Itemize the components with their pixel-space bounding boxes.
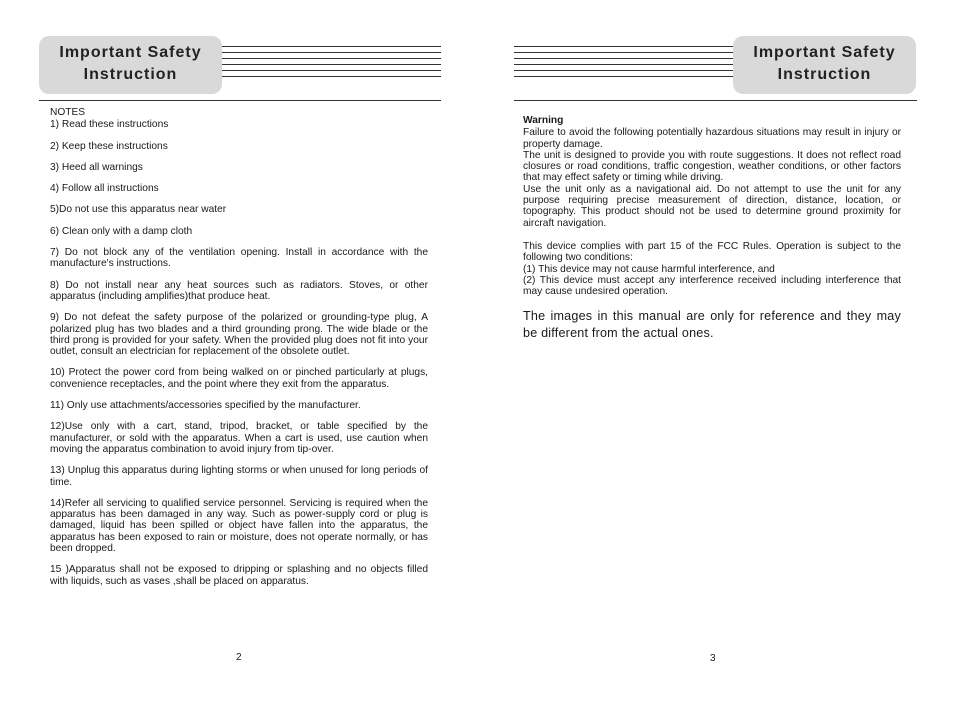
page-number: 3: [710, 653, 716, 664]
decorative-rules: [222, 46, 441, 82]
fcc-paragraph: (2) This device must accept any interference received including interference that may cause undesired operation.: [523, 274, 901, 298]
warning-section: [523, 115, 901, 341]
list-item: 15 )Apparatus shall not be exposed to dripping or splashing and no objects filled with liquids, such as vases ,shall be placed on apparatus.: [50, 564, 428, 587]
list-item: 9) Do not defeat the safety purpose of the polarized or grounding-type plug, A polarized plug has two blades and a third grounding prong. The wide blade or the third prong is provided for your safety. When the provided plug does not fit into your outlet, consult an electrician for replacement of the obsolete outlet.: [50, 312, 428, 358]
images-reference-note: The images in this manual are only for reference and they may be different from the actual ones.: [523, 309, 901, 340]
list-item: 5)Do not use this apparatus near water: [50, 204, 227, 216]
section-title-tab: [39, 36, 222, 94]
list-item: 11) Only use attachments/accessories specified by the manufacturer.: [50, 400, 361, 412]
list-item: 13) Unplug this apparatus during lighting storms or when unused for long periods of time.: [50, 465, 428, 488]
header-divider: [514, 100, 917, 101]
section-title-tab: [733, 36, 916, 94]
list-item: 1) Read these instructions: [50, 119, 169, 131]
fcc-paragraph: (1) This device may not cause harmful interference, and: [523, 263, 775, 275]
list-item: 4) Follow all instructions: [50, 183, 159, 195]
list-item: 2) Keep these instructions: [50, 140, 168, 152]
list-item: 6) Clean only with a damp cloth: [50, 225, 193, 237]
list-item: 7) Do not block any of the ventilation opening. Install in accordance with the manufacture's instructions.: [50, 247, 428, 270]
warning-paragraph: The unit is designed to provide you with route suggestions. It does not reflect road closures or road conditions, traffic congestion, weather conditions, or other factors that may effect safety or timing while driving.: [523, 149, 901, 184]
page-number: 2: [236, 652, 242, 663]
list-item: 12)Use only with a cart, stand, tripod, bracket, or table specified by the manufacturer, or sold with the apparatus. When a cart is used, use caution when moving the apparatus combination to avoid injury from tip-over.: [50, 421, 428, 455]
notes-heading: NOTES: [50, 107, 86, 118]
warning-paragraph: Failure to avoid the following potentially hazardous situations may result in injury or property damage.: [523, 127, 901, 150]
notes-section: [50, 107, 428, 597]
decorative-rules: [514, 46, 733, 82]
section-title-line2: Instruction: [777, 66, 872, 83]
list-item: 3) Heed all warnings: [50, 161, 143, 173]
header-divider: [39, 100, 441, 101]
list-item: 8) Do not install near any heat sources such as radiators. Stoves, or other apparatus (including amplifies)that produce heat.: [50, 279, 428, 302]
section-title-line1: Important Safety: [59, 44, 202, 61]
section-title-line2: Instruction: [83, 66, 178, 83]
right-page: [477, 0, 954, 709]
fcc-paragraph: This device complies with part 15 of the FCC Rules. Operation is subject to the following two conditions:: [523, 240, 901, 264]
list-item: 14)Refer all servicing to qualified service personnel. Servicing is required when the apparatus has been damaged in any way. Such as power-supply cord or plug is damaged, liquid has been spilled or object have fallen into the apparatus, the apparatus has been exposed to rain or moisture, does not operate normally, or has been dropped.: [50, 497, 428, 555]
section-title-line1: Important Safety: [753, 44, 896, 61]
list-item: 10) Protect the power cord from being walked on or pinched particularly at plugs, convenience receptacles, and the point where they exit from the apparatus.: [50, 367, 428, 390]
warning-paragraph: Use the unit only as a navigational aid. Do not attempt to use the unit for any purpose requiring precise measurement of direction, distance, location, or topography. This product should not be used to determine ground proximity for aircraft navigation.: [523, 183, 901, 229]
warning-heading: Warning: [523, 115, 564, 126]
